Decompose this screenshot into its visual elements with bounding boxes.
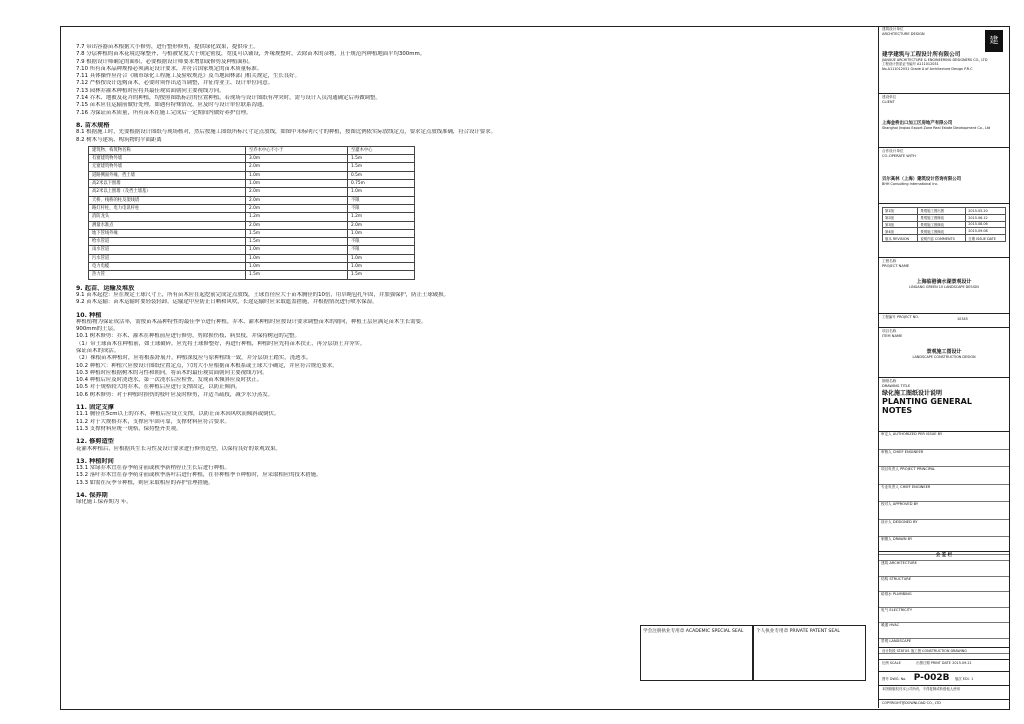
coop-label: 合作设计单位 (882, 149, 904, 153)
table-row (89, 271, 415, 279)
revision-cell: 2015.09.08 (966, 228, 1006, 235)
note-line: 种植植物为保证成活率，需按苗木品种特性的最佳季节进行种植，乔木、灌木种植时应按设计要求调整苗木的朝向，种植土层应满足苗木生长需要。 (76, 318, 427, 325)
note-line: 10.3 种植时应根据树木的习性和朝向，将苗木的最佳观赏面朝向主要视线方向。 (76, 369, 268, 376)
table-header-cell: 至灌木中心 (348, 146, 415, 154)
table-cell: 测量水准点 (89, 221, 246, 229)
section-14-body (76, 499, 692, 506)
notes-body (76, 44, 692, 644)
coop-name: 贝尔高林（上海）建筑设计咨询有限公司 (882, 177, 962, 182)
client-label-en: CLIENT (882, 100, 895, 104)
table-cell: 0.5m (348, 171, 415, 179)
section-9-title: 9. 起苗、运输及堆放 (76, 284, 135, 292)
project-block (879, 258, 1009, 314)
note-line: 7.15 苗木应在运输前做好处理，如遇有特殊情况，应及时与设计单位联系沟通。 (76, 102, 268, 109)
signature-role: 景观 LANDSCAPE (881, 638, 912, 643)
revision-cell: 景观施工图修改 (918, 228, 966, 235)
table-cell: 给水管道 (89, 238, 246, 246)
table-row (89, 155, 415, 163)
table-header-row (89, 146, 415, 154)
section-11-body (76, 411, 692, 433)
signature-row (879, 561, 1009, 577)
dwg-no-block (879, 672, 1009, 686)
client-block (879, 94, 1009, 148)
date-value: 2015.09.21 (952, 661, 972, 665)
revision-cell: 景观施工图出图 (918, 208, 966, 215)
project-name-en: LINGANG GREEN 10 LANDSCAPE DESIGN (909, 285, 979, 289)
table-cell: 1.2m (348, 213, 415, 221)
table-cell: 不限 (348, 246, 415, 254)
table-cell: 2.0m (246, 188, 348, 196)
design-unit-block (879, 26, 1009, 94)
table-row (89, 188, 415, 196)
table-cell: 高2米以下围墙 (89, 180, 246, 188)
table-cell: 2.0m (348, 221, 415, 229)
signature-role: 给排水 PLUMBING (881, 592, 912, 596)
table-cell: 消防龙头 (89, 213, 246, 221)
revision-cell: 2015.05.20 (966, 208, 1006, 215)
distance-table (88, 146, 415, 280)
table-row (89, 180, 415, 188)
note-line: 7.8 分层种植的苗木花境边缘整齐，与植被宽度大于规定密度，宽度可以铺设，外缘规整时，去除苗木的杂物，且于规范内种植地面平均300mm。 (76, 51, 426, 58)
note-line: 13.2 落叶乔木宜在春季萌芽前或秋季落叶后进行种植，在非种植季节种植时，应采取相应的技术措施。 (76, 472, 322, 479)
table-cell: 1.2m (246, 213, 348, 221)
note-line: 9.2 苗木运输：苗木运输时要轻装轻卸，运输途中应防止日晒和风吹，长途运输时应采取遮盖措施，并根据情况进行喷水保湿。 (76, 299, 378, 306)
note-line: 13.1 常绿乔木宜在春季萌芽前或秋季新梢停止生长后进行种植。 (76, 465, 230, 472)
project-no-block (879, 314, 1009, 328)
table-cell: 天桥、栈桥的柱及架线塔 (89, 196, 246, 204)
table-header-cell: 建筑物、构筑物名称 (89, 146, 246, 154)
note-line: 7.9 根据设计师确定的面积，必要根据设计师要求增加或修剪及种植面积。 (76, 58, 254, 65)
note-line: 7.12 严格按设计选购苗木，必要时须作出适当调整，并征得业主、设计单位同意。 (76, 80, 273, 87)
table-row (89, 196, 415, 204)
client-label: 建设单位 (882, 95, 897, 99)
section-11-title: 11. 固定支撑 (76, 404, 114, 412)
note-line: 7.13 园林乔灌木种植时应将其最佳观赏面朝向主要视线方向。 (76, 87, 225, 94)
table-cell: 地下管线外缘 (89, 229, 246, 237)
signature-row (879, 623, 1009, 639)
revision-block (879, 204, 1009, 258)
table-cell: 1.5m (348, 155, 415, 163)
project-no-label-en: PROJECT NO. (897, 315, 919, 319)
signature-role: 暖通 HVAC (881, 623, 900, 627)
table-cell: 1.0m (246, 246, 348, 254)
signature-row (879, 485, 1009, 503)
table-cell: 无窗建筑物外墙 (89, 163, 246, 171)
section-12-body (76, 446, 692, 453)
note-line: 9.1 苗木起挖：应在规定土球尺寸上，所有苗木应在起挖前完成定点放线，土球直径应大于苗木胸径的10倍，用草绳包扎牢固，并加强保护，防止土球破损。 (76, 291, 449, 298)
academic-seal-box: 学会注册执业专用章 ACADEMIC SPECIAL SEAL (640, 625, 753, 681)
note-line: 8.2 树木与建筑、构筑物的平面距离 (76, 136, 162, 143)
table-cell: 不限 (348, 196, 415, 204)
version-label: 版次 EDI. (955, 677, 970, 681)
drawing-title-block (879, 378, 1009, 432)
table-row (89, 213, 415, 221)
note-line: （2）裸根苗木种植时，应将根系舒展开，种植深度应与原种植线一致，并分层填土踏实，浇透水。 (76, 355, 312, 362)
revision-header-cell: 说明内容 COMMENTS (918, 235, 966, 242)
revision-row (883, 228, 1006, 235)
revision-header-cell: 版本 REVISION (883, 235, 918, 242)
table-row (89, 238, 415, 246)
note-line: 7.16 为保证苗木质量，所有苗木在施工完成后一定期间内做好养护管理。 (76, 109, 252, 116)
table-row (89, 254, 415, 262)
table-header-cell: 至乔木中心不小于 (246, 146, 348, 154)
table-cell: 污水管道 (89, 254, 246, 262)
section-12-title: 12. 修剪造型 (76, 438, 114, 446)
revision-cell: 景观施工图修改 (918, 221, 966, 228)
note-line: 13.3 如需在反季节种植，则应采取相应的养护管理措施。 (76, 479, 214, 486)
table-row (89, 263, 415, 271)
table-row (89, 171, 415, 179)
version-value: 1 (971, 677, 974, 681)
coop-name-en: BHH Consulting International Inc. (882, 182, 939, 186)
section-10-title: 10. 种植 (76, 311, 102, 319)
revision-cell: 景观施工图修改 (918, 214, 966, 221)
private-seal-box: 个人执业专用章 PRIVATE PATENT SEAL (753, 625, 866, 681)
item-label: 项目名称 (882, 329, 897, 333)
section-13-title: 13. 种植时间 (76, 457, 114, 465)
note-line: 花灌木种植后，应根据其生长习性及设计要求进行修剪造型，以保持良好的景观效果。 (76, 445, 281, 452)
signature-role: 审定人 AUTHORIZED PER ISSUE BY (881, 432, 943, 436)
drawing-title-en-1: PLANTING GENERAL (882, 397, 972, 406)
signature-role: 校对人 APPROVED BY (881, 502, 919, 506)
company-name-en: JIANXUE ARCHITECTURE & ENGINEERING DESIGNERS CO., LTD (882, 58, 988, 62)
table-row (89, 163, 415, 171)
title-block (878, 26, 1009, 708)
signature-row (879, 608, 1009, 624)
section-9-body (76, 292, 692, 307)
company-logo-icon: 建 (985, 30, 1003, 52)
revision-header-cell: 日期 ISSUE DATE (966, 235, 1006, 242)
note-line: 10.1 树木修剪：乔木、灌木在种植前应进行修剪，剪除损伤枝、病虫枝，并保持树冠的完整。 (76, 333, 300, 340)
note-line: 7.7 带出容器苗木根据大小修剪，进行整形修剪，提供绿化效果，提供带土。 (76, 44, 259, 50)
scale-date-block (879, 660, 1009, 672)
revision-row (883, 214, 1006, 221)
stage-label: 设计阶段 STATUS (882, 649, 910, 653)
section-8-title: 8. 苗木规格 (76, 121, 110, 129)
item-label-en: ITEM NAME (882, 334, 903, 338)
table-cell: 路灯杆柱、电力电讯杆柱 (89, 204, 246, 212)
table-cell: 2.0m (246, 221, 348, 229)
signature-block (879, 432, 1009, 552)
signature-role: 电气 ELECTRICITY (881, 607, 913, 612)
signature-role: 制图人 DRAWN BY (881, 537, 913, 541)
revision-table (882, 207, 1006, 242)
signature-row (879, 592, 1009, 608)
note-line: 11.2 对于大规格乔木，支撑应牢固可靠，支撑材料应符合要求。 (76, 418, 230, 425)
signature-row (879, 432, 1009, 450)
note-line: 11.3 支撑材料应统一规格，保持整齐美观。 (76, 425, 182, 432)
project-no-label: 工程编号 (882, 315, 896, 319)
table-row (89, 246, 415, 254)
signature-role: 建筑 ARCHITECTURE (881, 561, 917, 565)
table-cell: 2.0m (246, 204, 348, 212)
revision-cell: 2015.08.06 (966, 221, 1006, 228)
revision-row (883, 208, 1006, 215)
project-label: 工程名称 (882, 259, 897, 263)
note-line: 10.6 树木修剪：对于种植时损伤的枝叶应及时修剪，并适当疏枝，减少水分蒸发。 (76, 391, 273, 398)
table-row (89, 221, 415, 229)
section-10-body (76, 319, 692, 399)
status-block (879, 648, 1009, 660)
table-cell: 1.0m (348, 263, 415, 271)
signature-role: 项目负责人 PROJECT PRINCIPAL (881, 467, 936, 471)
coop-block (879, 148, 1009, 204)
revision-cell: 第2版 (883, 214, 918, 221)
revision-header-row (883, 235, 1006, 242)
note-line: 保证苗木的成活。 (76, 347, 120, 354)
table-cell: 不限 (348, 238, 415, 246)
company-cert: 工程设计资质证书编号 A111012031 (882, 62, 939, 67)
drawing-title-label: 图纸名称 (882, 379, 897, 383)
drawing-title-label-en: DRAWING TITLE (882, 384, 911, 388)
note-block (879, 686, 1009, 700)
dwg-no: P-002B (913, 673, 950, 683)
table-cell: 1.0m (348, 188, 415, 196)
scale-label: 比例 SCALE (882, 661, 901, 665)
seal-area (640, 625, 866, 681)
table-cell: 2.0m (246, 196, 348, 204)
note-line: 7.14 乔木、地被及花卉的种植，均按照图纸标注的位置种植，若现场与设计图纸有冲突时，需与设计人员沟通确定后再做调整。 (76, 95, 381, 102)
project-label-en: PROJECT NAME (882, 264, 910, 268)
table-cell: 1.0m (246, 171, 348, 179)
table-cell: 2.0m (246, 163, 348, 171)
client-name: 上海金桥出口加工区房地产有限公司 (882, 121, 953, 126)
copyright-note: 本图纸版权归本公司所有，不得复制或转借他人使用 (882, 687, 960, 691)
table-cell: 1.5m (246, 229, 348, 237)
table-row (89, 229, 415, 237)
table-cell: 有窗建筑物外墙 (89, 155, 246, 163)
note-line: （1）带土球苗木在种植前，如土球破碎，应先将土球修整好，再进行种植，种植时应先将苗木扶正，再分层填土并夯实。 (76, 340, 366, 347)
copyright-text: COPYRIGHT@DOWNLOAD CO., LTD (882, 701, 941, 705)
table-cell: 1.5m (246, 271, 348, 279)
note-line: 7.11 具体操作应符合《城市绿化工程施工及验收规范》及当地园林部门相关规定，生长良好。 (76, 73, 300, 80)
company-name: 建学建筑与工程设计所有限公司 (882, 52, 961, 58)
client-name-en: Shanghai Jinqiao Export Zone Real Estate Development Co., Ltd (882, 126, 991, 130)
signature-row (879, 520, 1009, 538)
note-line: 900mm的土层。 (76, 326, 119, 333)
countersign-block (879, 552, 1009, 648)
table-cell: 电力电缆 (89, 263, 246, 271)
project-name: 上海临港滴水湖景观设计 (916, 279, 972, 285)
note-line: 7.10 所有苗木品种规格必须满足设计要求，并符合国家规定的苗木质量标准。 (76, 65, 263, 72)
table-cell: 1.5m (348, 271, 415, 279)
table-cell: 热力管 (89, 271, 246, 279)
table-cell: 1.5m (348, 163, 415, 171)
dwg-no-label: 图号 DWG. No. (882, 677, 907, 681)
table-cell: 高2米以上围墙（及挡土墙基） (89, 188, 246, 196)
signature-row (879, 467, 1009, 485)
signature-role: 审核人 CHIEF ENGINEER (881, 449, 924, 454)
table-cell: 0.75m (348, 180, 415, 188)
table-cell: 1.0m (348, 254, 415, 262)
signature-row (879, 577, 1009, 593)
table-cell: 1.5m (246, 238, 348, 246)
coop-label-en: CO-OPERATE WITH (882, 154, 916, 158)
note-line: 10.2 种植穴：种植穴应按设计图纸位置定点，穴的大小应根据苗木根系或土球大小确定，并应符合规范要求。 (76, 362, 338, 369)
table-cell: 1.0m (246, 180, 348, 188)
note-line: 10.5 对于规格较大的乔木，在种植后应进行支撑固定，以防止倾斜。 (76, 384, 241, 391)
section-13-body (76, 465, 692, 487)
table-cell: 1.0m (246, 263, 348, 271)
table-cell: 道路侧面外缘、挡土墙 (89, 171, 246, 179)
table-cell: 不限 (348, 204, 415, 212)
table-cell: 雨水管道 (89, 246, 246, 254)
design-unit-label: 建筑设计单位 (882, 27, 904, 31)
signature-role: 结构 STRUCTURE (881, 576, 912, 581)
signature-row (879, 502, 1009, 520)
revision-row (883, 221, 1006, 228)
item-name-en: LANDSCAPE CONSTRUCTION DESIGN (912, 355, 976, 359)
signature-role: 设计人 DESIGNED BY (881, 519, 918, 524)
table-row (89, 204, 415, 212)
project-no: 10345 (957, 317, 968, 321)
drawing-title-en-2: NOTES (882, 406, 913, 415)
copyright-block (879, 700, 1009, 708)
drawing-title-cn: 绿化施工图纸设计说明 (882, 390, 943, 397)
table-cell: 1.0m (348, 229, 415, 237)
note-line: 8.1 根据施工时，先要根据设计图纸与现场核对，然后按施工图纸所标尺寸定点放线，如图中未标明尺寸的种植，按图比例依实际放线定点，要求定点放线准确，符合设计要求。 (76, 129, 496, 136)
countersign-title: 会 签 栏 (879, 552, 1009, 561)
table-cell: 3.0m (246, 155, 348, 163)
note-line: 11.1 胸径在5cm以上的乔木，种植后应设立支撑，以防止苗木因风吹而倾斜或倒伏。 (76, 411, 280, 418)
revision-cell: 第3版 (883, 221, 918, 228)
section-8-body (76, 129, 692, 144)
note-line: 绿化施工保养期为 年。 (76, 499, 132, 506)
design-unit-label-en: ARCHITECTURE DESIGN (882, 32, 925, 36)
company-cert-en: No.A111012031 Grade A of Architecture Design P.R.C (882, 66, 973, 71)
item-block (879, 328, 1009, 378)
revision-cell: 2015.06.12 (966, 214, 1006, 221)
section-7-continued (76, 44, 692, 117)
date-label: 出图日期 PRINT DATE (916, 661, 951, 665)
stage-value: 施工图 CONSTRUCTION DRAWING (910, 649, 967, 653)
section-14-title: 14. 保养期 (76, 492, 108, 500)
revision-cell: 第1版 (883, 208, 918, 215)
item-name: 景观施工图设计 (926, 349, 962, 355)
revision-cell: 第4版 (883, 228, 918, 235)
signature-row (879, 450, 1009, 468)
table-cell: 1.0m (246, 254, 348, 262)
note-line: 10.4 种植后应及时浇透水，第一次浇水后应检查，发现苗木倾斜应及时扶正。 (76, 377, 263, 384)
signature-role: 专业负责人 CHIEF ENGINEER (881, 484, 931, 489)
